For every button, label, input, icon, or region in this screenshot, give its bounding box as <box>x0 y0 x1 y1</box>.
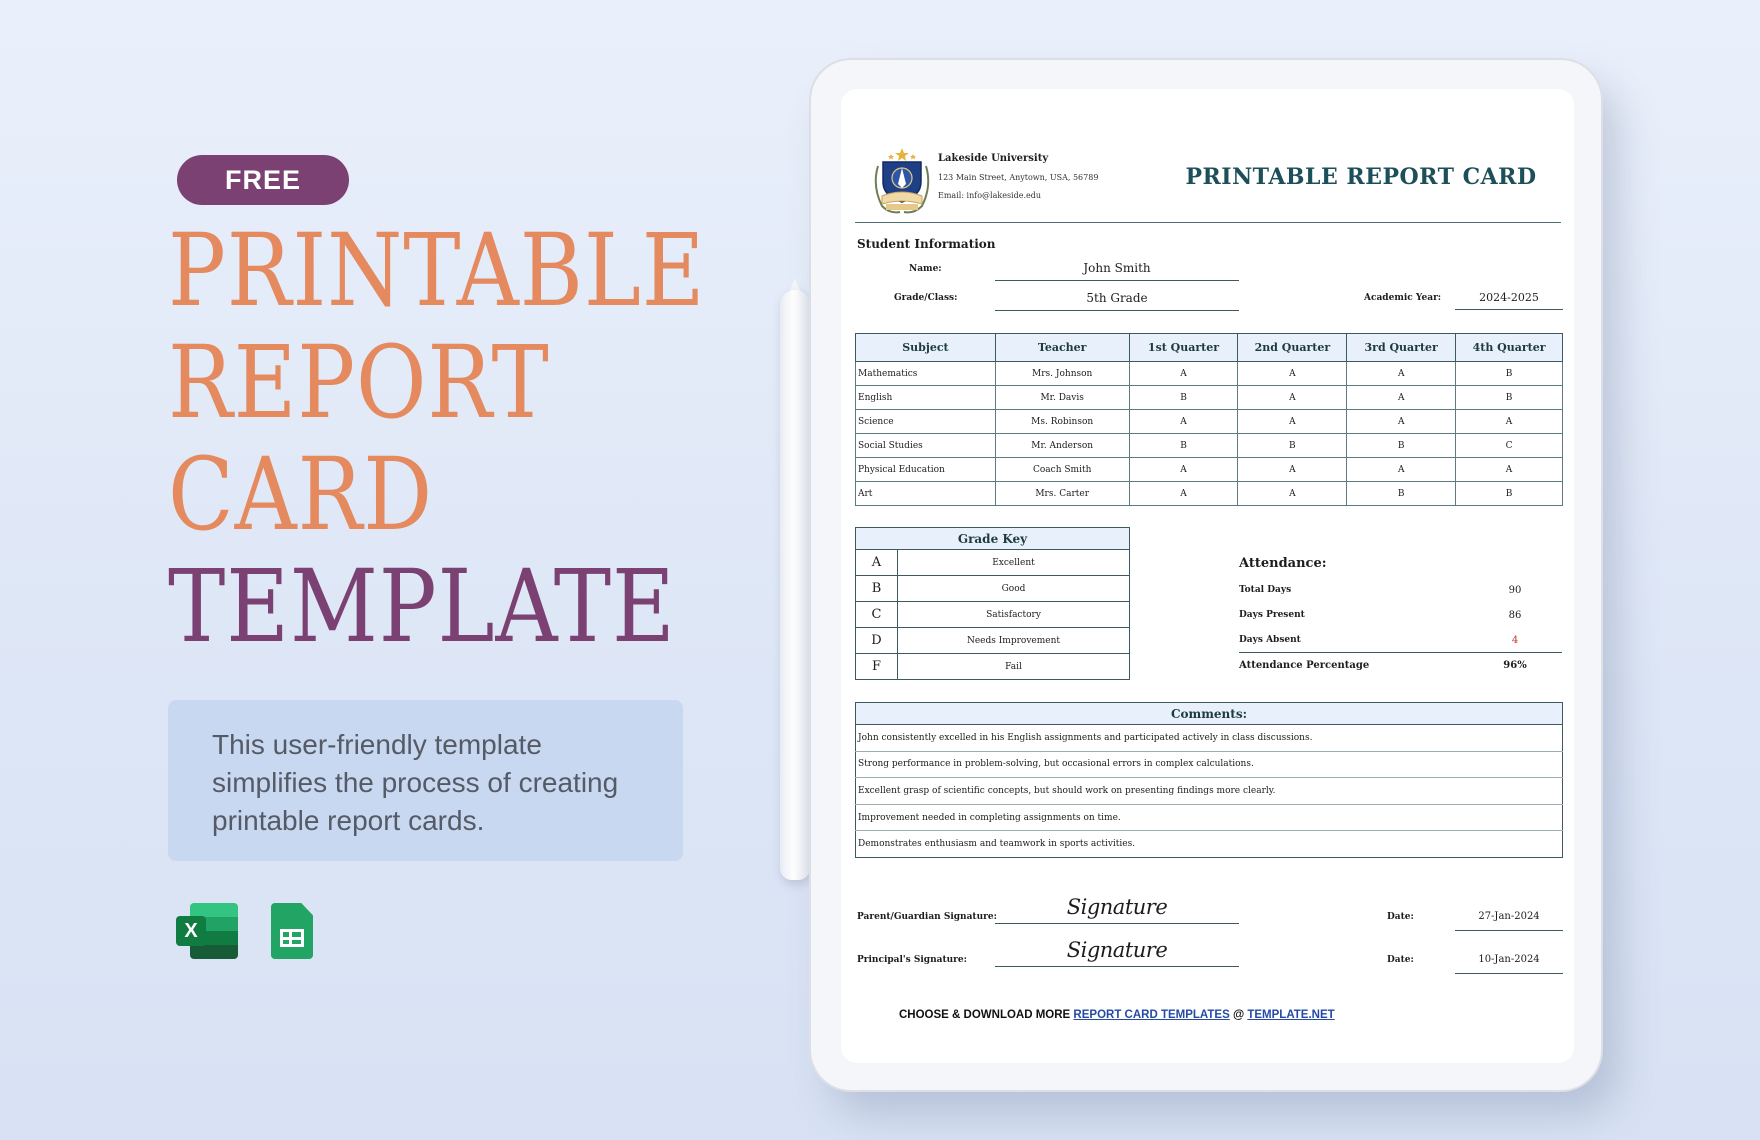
grade-cell[interactable]: A <box>1347 362 1456 386</box>
grades-header-row <box>856 334 1563 362</box>
grade-key-meaning: Excellent <box>898 550 1130 576</box>
grade-key-letter: A <box>856 550 898 576</box>
subject-cell[interactable]: Art <box>856 482 996 506</box>
table-row <box>856 386 1563 410</box>
total-days-row <box>1239 585 1562 595</box>
name-label: Name: <box>909 264 942 274</box>
days-absent-label: Days Absent <box>1239 635 1301 645</box>
footer-separator: @ <box>1229 1009 1248 1021</box>
student-name-field[interactable]: John Smith <box>995 261 1239 281</box>
table-row <box>856 458 1563 482</box>
teacher-cell[interactable]: Mr. Davis <box>995 386 1129 410</box>
academic-year-field[interactable]: 2024-2025 <box>1455 291 1563 310</box>
parent-date-field[interactable]: 27-Jan-2024 <box>1455 911 1563 931</box>
teacher-cell[interactable]: Coach Smith <box>995 458 1129 482</box>
attendance-heading: Attendance: <box>1239 556 1327 571</box>
headline-line-2: REPORT <box>168 324 550 441</box>
grade-label: Grade/Class: <box>894 293 958 303</box>
col-header-q1: 1st Quarter <box>1129 334 1238 362</box>
grade-key-meaning: Fail <box>898 654 1130 680</box>
grade-key-letter: B <box>856 576 898 602</box>
grade-key-row <box>856 628 1130 654</box>
grade-cell[interactable]: B <box>1347 434 1456 458</box>
col-header-q2: 2nd Quarter <box>1238 334 1347 362</box>
days-present-label: Days Present <box>1239 610 1305 620</box>
grade-cell[interactable]: A <box>1238 362 1347 386</box>
grade-cell[interactable]: A <box>1347 458 1456 482</box>
grades-table <box>855 333 1563 506</box>
attendance-pct-value: 96% <box>1503 660 1527 671</box>
comment-text[interactable]: John consistently excelled in his English assignments and participated actively in class discussions. <box>856 725 1563 752</box>
principal-date-field[interactable]: 10-Jan-2024 <box>1455 954 1563 974</box>
template-net-link[interactable]: TEMPLATE.NET <box>1247 1009 1335 1021</box>
table-row <box>856 362 1563 386</box>
subject-cell[interactable]: Mathematics <box>856 362 996 386</box>
grade-key-letter: C <box>856 602 898 628</box>
app-icons <box>176 903 313 959</box>
grade-key-letter: F <box>856 654 898 680</box>
stylus-pen <box>780 290 810 880</box>
student-info-heading: Student Information <box>857 237 996 251</box>
university-email: Email: info@lakeside.edu <box>938 191 1042 200</box>
grade-key-row <box>856 576 1130 602</box>
comment-row <box>856 778 1563 805</box>
free-badge: FREE <box>177 155 349 205</box>
grade-key-meaning: Satisfactory <box>898 602 1130 628</box>
parent-signature-field[interactable]: Signature <box>995 895 1239 924</box>
teacher-cell[interactable]: Ms. Robinson <box>995 410 1129 434</box>
comment-text[interactable]: Strong performance in problem-solving, but occasional errors in complex calculations. <box>856 751 1563 778</box>
comment-row <box>856 831 1563 858</box>
teacher-cell[interactable]: Mr. Anderson <box>995 434 1129 458</box>
grade-cell[interactable]: B <box>1347 482 1456 506</box>
header-divider <box>855 222 1561 223</box>
col-header-subject: Subject <box>856 334 996 362</box>
attendance-pct-row <box>1239 660 1562 671</box>
excel-icon[interactable]: X <box>176 903 238 959</box>
days-absent-row <box>1239 635 1562 645</box>
grade-key-letter: D <box>856 628 898 654</box>
grade-cell[interactable]: A <box>1347 386 1456 410</box>
comment-text[interactable]: Improvement needed in completing assignments on time. <box>856 804 1563 831</box>
google-sheets-icon[interactable] <box>271 903 313 959</box>
days-absent-value[interactable]: 4 <box>1511 635 1519 646</box>
comments-title: Comments: <box>856 703 1563 725</box>
grade-key-title: Grade Key <box>856 528 1130 550</box>
university-crest-logo <box>868 146 936 218</box>
university-name: Lakeside University <box>938 153 1049 164</box>
subject-cell[interactable]: Social Studies <box>856 434 996 458</box>
grade-cell[interactable]: C <box>1456 434 1563 458</box>
tablet-screen <box>841 89 1574 1063</box>
table-row <box>856 434 1563 458</box>
description-box <box>168 700 683 861</box>
grade-cell[interactable]: B <box>1238 434 1347 458</box>
days-present-value[interactable]: 86 <box>1508 610 1522 621</box>
grade-cell[interactable]: A <box>1238 482 1347 506</box>
grade-cell[interactable]: A <box>1129 482 1238 506</box>
grade-key-table <box>855 527 1130 680</box>
grade-cell[interactable]: A <box>1129 410 1238 434</box>
headline-line-1: PRINTABLE <box>168 212 706 329</box>
grade-key-row <box>856 550 1130 576</box>
university-address: 123 Main Street, Anytown, USA, 56789 <box>938 173 1099 182</box>
teacher-cell[interactable]: Mrs. Carter <box>995 482 1129 506</box>
report-card-templates-link[interactable]: REPORT CARD TEMPLATES <box>1073 1009 1230 1021</box>
description-text: This user-friendly template simplifies the process of creating printable report cards. <box>212 729 619 836</box>
report-card-title: PRINTABLE REPORT CARD <box>1185 164 1537 190</box>
grade-cell[interactable]: A <box>1129 458 1238 482</box>
col-header-q3: 3rd Quarter <box>1347 334 1456 362</box>
principal-signature-field[interactable]: Signature <box>995 938 1239 967</box>
parent-date-label: Date: <box>1387 912 1414 922</box>
attendance-pct-label: Attendance Percentage <box>1239 660 1370 671</box>
subject-cell[interactable]: Physical Education <box>856 458 996 482</box>
subject-cell[interactable]: English <box>856 386 996 410</box>
headline-line-3: CARD <box>168 436 434 553</box>
table-row <box>856 482 1563 506</box>
grade-field[interactable]: 5th Grade <box>995 291 1239 311</box>
academic-year-label: Academic Year: <box>1364 293 1442 303</box>
subject-cell[interactable]: Science <box>856 410 996 434</box>
days-present-row <box>1239 610 1562 620</box>
comment-row <box>856 751 1563 778</box>
col-header-teacher: Teacher <box>995 334 1129 362</box>
grade-cell[interactable]: B <box>1129 434 1238 458</box>
grade-cell[interactable]: B <box>1456 386 1563 410</box>
grade-cell[interactable]: A <box>1456 458 1563 482</box>
grade-cell[interactable]: A <box>1238 458 1347 482</box>
footer-prefix: CHOOSE & DOWNLOAD MORE <box>899 1009 1074 1021</box>
grade-cell[interactable]: A <box>1347 410 1456 434</box>
teacher-cell[interactable]: Mrs. Johnson <box>995 362 1129 386</box>
grade-cell[interactable]: A <box>1238 386 1347 410</box>
grade-key-meaning: Needs Improvement <box>898 628 1130 654</box>
attendance-divider <box>1239 652 1562 653</box>
comment-text[interactable]: Excellent grasp of scientific concepts, but should work on presenting findings more clearly. <box>856 778 1563 805</box>
grade-cell[interactable]: B <box>1456 482 1563 506</box>
total-days-value[interactable]: 90 <box>1508 585 1522 596</box>
col-header-q4: 4th Quarter <box>1456 334 1563 362</box>
grade-cell[interactable]: B <box>1456 362 1563 386</box>
headline-line-4: TEMPLATE <box>168 548 676 665</box>
principal-signature-label: Principal's Signature: <box>857 955 967 965</box>
table-row <box>856 410 1563 434</box>
promo-headline <box>168 212 728 665</box>
principal-date-label: Date: <box>1387 955 1414 965</box>
footer-cta <box>899 1009 1519 1021</box>
comment-text[interactable]: Demonstrates enthusiasm and teamwork in sports activities. <box>856 831 1563 858</box>
grade-cell[interactable]: A <box>1129 362 1238 386</box>
comments-table <box>855 702 1563 858</box>
grade-cell[interactable]: A <box>1456 410 1563 434</box>
grade-cell[interactable]: A <box>1238 410 1347 434</box>
grade-key-row <box>856 654 1130 680</box>
report-card <box>841 89 1574 1063</box>
comment-row <box>856 804 1563 831</box>
grade-key-meaning: Good <box>898 576 1130 602</box>
total-days-label: Total Days <box>1239 585 1292 595</box>
comment-row <box>856 725 1563 752</box>
grade-cell[interactable]: B <box>1129 386 1238 410</box>
parent-signature-label: Parent/Guardian Signature: <box>857 912 997 922</box>
grade-key-row <box>856 602 1130 628</box>
